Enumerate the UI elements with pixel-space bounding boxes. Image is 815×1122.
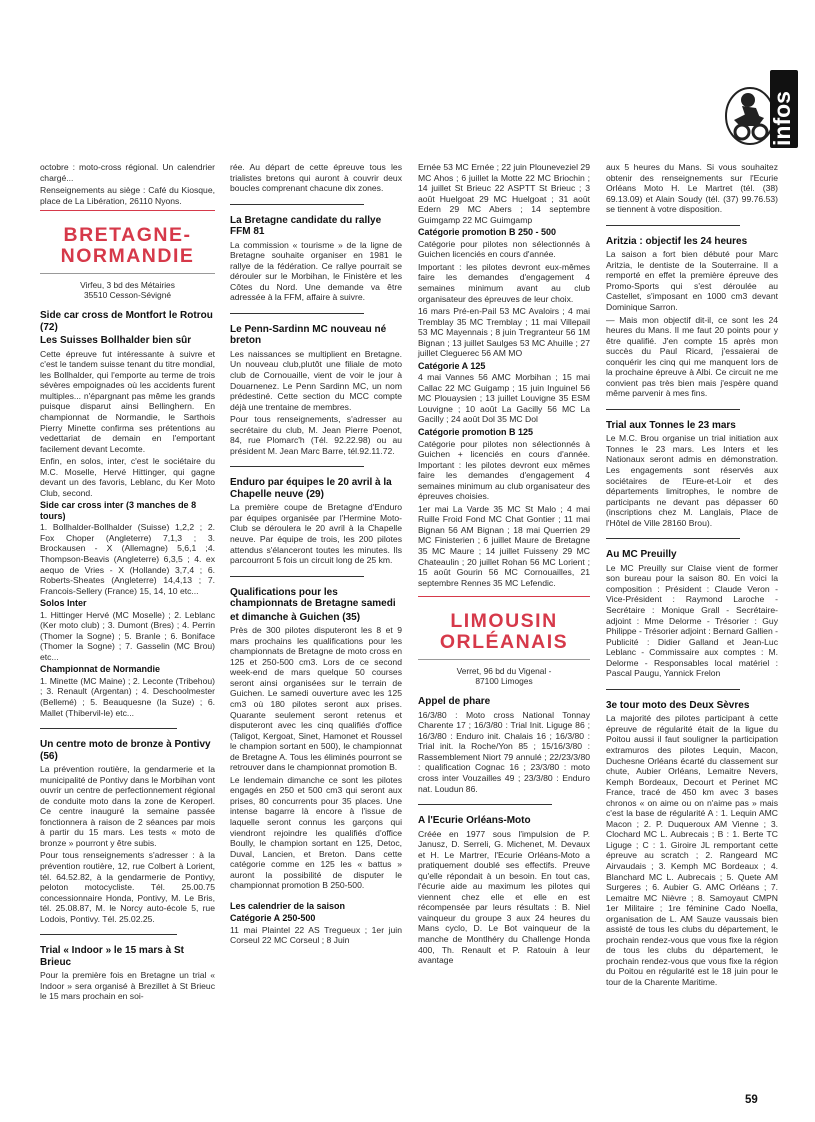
- region-address: Verret, 96 bd du Vigenal - 87100 Limoges: [418, 659, 590, 686]
- article-body: Créée en 1977 sous l'impulsion de P. Janusz, D. Serreli, G. Michenet, M. Devaux et H. Le Martrer, l'Ecurie Orléans-Moto a pratiquement doublé ses effectifs. Preuve qu'elle répondait à un besoin. En tout cas, l'écurie aide au maximum les pilotes qui viennent chez elle et elle en est récompensée par leurs résultats : B. Niel vainqueur du groupe 3 aux 24 heures du Mans cyclo, D. Le Bot vainqueur de la manche de Montlhéry du Challenge Honda 400, Th. Renault et P. Ratouin à leur avantage: [418, 828, 590, 966]
- article-title: et dimanche à Guichen (35): [230, 611, 361, 623]
- article-body: 16 mars Pré-en-Pail 53 MC Avaloirs ; 4 mai Tremblay 35 MC Tremblay ; 11 mai Villepail 53 MC Mayennais ; 8 juin Tregranteur 56 1M Bignan ; 13 juillet Saulges 53 MC Ahuille ; 27 juillet Cleguerec 56 AM MO: [418, 306, 590, 359]
- article-body: Cette épreuve fut intéressante à suivre et c'est le tandem suisse tenant du titre mondial, les Bollhalder, qui l'emporte au terme de trois sévères empoignades où les accidents furent multiples... n'épargnant pas même les grands puisque disparut ainsi Bellinghern. En championnat de Normandie, le Sarthois Pierry Minette confirma ses prétentions au vedettariat de demain en l'emportant facilement devant Lecomte.: [40, 348, 215, 454]
- article-title: Trial « Indoor » le 15 mars à St Brieuc: [40, 945, 184, 968]
- region-title-bretagne: BRETAGNE- NORMANDIE: [60, 224, 195, 268]
- results-heading: Les calendrier de la saison: [230, 900, 346, 911]
- article-body: Pour tous renseignements s'adresser : à la prévention routière, 12, rue Colbert à Lorient, tél. 64.52.82, à la gendarmerie de Pontivy, peloton motocycliste. Tél. 25.00.75 concessionnaire Honda, Pontivy, M. Le Bris, tél. 25.08.87, M. le Norcy auto-école 5, rue Lodois, Pontivy. Tél. 25.02.25.: [40, 850, 215, 924]
- article-subtitle: Les Suisses Bollhalder bien sûr: [40, 335, 192, 347]
- region-title-limousin: LIMOUSIN ORLÉANAIS: [439, 610, 569, 654]
- article-body: La majorité des pilotes participant à cette épreuve de régularité était de la ligue du Poitou aussi il faut souligner la participation extramuros des pilotes Lequin, Macon, Duchesne Orléans écarté du classement sur chute, Aubier Orléans, Lemaitre Nevers, Kemph Bordeaux, Decourt et Perinet MC France, tracé de 450 km avec 3 bases chronos « on aime ou on n'aime pas » mais c'est la base de régularité A : 1. Lequin AMC Macon ; 2. P. Duqueroux AM Vienne ; 3. Clochard MC L. Aubrecais ; B : 1. Berte TC Liguge ; C : 1. Giroire JL remportant cette épreuve au scratch ; 2. Rangeard MC Airvaudais ; 3. Kemph MC Bordeaux ; 4. Blanchard MC L. Aubrecais ; 5. Quete AM Surgeres ; 6. Aubier G. AMC Orléans ; 7. Lemaitre MC Nièvre ; 8. Samoyaut CMPN 1er Militaire ; 1re féminine Cado Noella, organisation de L. AM Sauze vaussais bien assisté de tous les clubs du département, le prochain rendez-vous que vous fixe la région de tous les clubs du département, le prochain rendez-vous que vous fixe la région du Poitou en régularité est le 18 juin pour le tour de la Charente Maritime.: [606, 713, 778, 987]
- results-heading: Catégorie A 125: [418, 360, 486, 371]
- article-title: Au MC Preuilly: [606, 549, 677, 561]
- article-body: La commission « tourisme » de la ligne de Bretagne souhaite organiser en 1981 le rallye de la fédération. Ce rallye pourrait se dérouler sur le Morbihan, le Finistère et les Côtes du Nord. Une demande va être adressée à la FFM, affaire à suivre.: [230, 239, 402, 303]
- article-body: 16/3/80 : Moto cross National Tonnay Charente 17 ; 16/3/80 : Trial Init. Liguge 86 ; 16/3/80 : Enduro init. Chalais 16 ; 16/3/80 : Trial init. la Roche/Yon 85 ; 15/16/3/80 : Rassemblement Niort 79 annulé ; 22/23/3/80 : qualification Cognac 16 ; 23/3/80 : moto cross inter Vouzailles 49 ; 23/3/80 : Enduro nat. Loudun 86.: [418, 709, 590, 794]
- results-text: 1. Hittinger Hervé (MC Moselle) ; 2. Leblanc (Ker moto club) ; 3. Dumont (Bres) ; 4. Perrin (Thomer la Sogne) ; 5. Branle ; 6. Boniface (Thomer la Sogne) ; 7. Gasselin (MC Brou) etc...: [40, 609, 215, 662]
- article-title: Qualifications pour les championnats de Bretagne samedi: [230, 586, 396, 610]
- logo-text: infos: [769, 91, 795, 146]
- article-title: Appel de phare: [418, 696, 491, 708]
- article-body: Le M.C. Brou organise un trial initiation aux Tonnes le 23 mars. Les Inters et les Nationaux seront admis en démonstration. Les engagements sont réservés aux sociétaires de l'Eure-et-Loir et des départements limitrophes, le nombre de participants ne devant pas dépasser 60 (inscriptions chez M. Langlais, Place de l'Hôtel de Ville 28160 Brou).: [606, 433, 778, 528]
- article-body: Près de 300 pilotes disputeront les 8 et 9 mars prochains les qualifications pour les championnats de Bretagne de moto cross en 125 et 250-500 cm3. Lors de ce second week-end de mars quelque 50 courses seront ainsi organisées sur le terrain de Guichen. Le samedi ouverture avec les 125 cm3 où 180 pilotes seront aux prises. Quarante seulement seront retenus et disputeront avec les cinq qualifiés d'office (Taligot, Kergoat, Sinet, Hamonet et Roussel le champion sortant en 500), le championnat de Bretagne A. Tous les éliminés pourront se retrouver dans le championnat promotion B.: [230, 625, 402, 773]
- article-body: 4 mai Vannes 56 AMC Morbihan ; 15 mai Callac 22 MC Guigamp ; 15 juin Inguinel 56 MC Plouaysien ; 13 juillet Louvigne 35 ESM Louvigne ; 10 août La Gacilly 56 MC La Gacilly ; 24 août Dol 35 MC Dol: [418, 372, 590, 425]
- article-body: 1er mai La Varde 35 MC St Malo ; 4 mai Ruille Froid Fond MC Chat Gontier ; 11 mai Bignan 56 AM Bignan ; 18 mai Querrien 29 MC Finisterien ; 6 juillet Maure de Bretagne 35 MC Maure ; 14 juillet Fuisseny 29 MC Chateaulin ; 20 juillet Rohan 56 MC Lorient ; 15 août Gourin 56 MC Cornouailles, 21 septembre Rennes 35 MC Lefendic.: [418, 503, 590, 588]
- column-2: [230, 162, 402, 948]
- article-body: Catégorie pour pilotes non sélectionnés à Guichen licenciés en cours d'année.: [418, 238, 590, 260]
- article-title: Le Penn-Sardinn MC nouveau né breton: [230, 323, 387, 347]
- article-body: La prévention routière, la gendarmerie et la municipalité de Pontivy dans le Morbihan vont ouvrir un centre de perfectionnement régional de conduite moto dans la zone de Keroperl. Ce centre inauguré la semaine passée fonctionnera à raison de 2 séances par mois à partir du 15 mars. Les tests « moto de bronze » pourront y être subis.: [40, 764, 215, 848]
- article-body: — Mais mon objectif dit-il, ce sont les 24 heures du Mans. Il me faut 20 points pour y être qualifié. J'en compte 15 après mon succès du Paul Ricard, j'essaierai de conquérir les cinq qui me manquent lors de la prochaine épreuve à Albi. Ce circuit ne me convient pas très bien mais j'espère quand même parvenir à mes fins.: [606, 314, 778, 399]
- article-title: Trial aux Tonnes le 23 mars: [606, 419, 736, 431]
- article-title: 3e tour moto des Deux Sèvres: [606, 699, 750, 711]
- results-text: 1. Bollhalder-Bollhalder (Suisse) 1,2,2 ; 2. Fox Choper (Angleterre) 7,1,3 ; 3. Brockausen - X (Allemagne) 5,6,1 ;4. Thompson-Beavis (Angleterre) 6,3,5 ; 4. ex aequo de Vries - X (Hollande) 3,7,4 ; 6. Roberts-Sheates (Angleterre) 14,4,13 ; 7. Francois-Sellery (France) 15, 14, 10 etc...: [40, 522, 215, 596]
- intro-text: Renseignements au siège : Café du Kiosque, place de La Libération, 26110 Nyons.: [40, 185, 215, 206]
- column-1: [40, 162, 215, 1004]
- article-body: Le lendemain dimanche ce sont les pilotes engagés en 250 et 500 cm3 qui seront aux prises, 80 concurrents pour 35 places. Une intense bagarre là encore à l'issue de laquelle seront connus les garçons qui viendront rejoindre les qualifiés d'office Boully, le champion sortant en 125, Detoc, Duval, Lancien, et Breton. Dans cette catégorie comme en 125 les « battus » auront la possibilité de disputer le championnat promotion B 250-500.: [230, 774, 402, 891]
- article-body: Important : les pilotes devront eux-mêmes faire les demandes d'engagement 4 semaines minimum avant au club organisateur des épreuves de leur choix.: [418, 261, 590, 304]
- region-address: Virfeu, 3 bd des Métairies 35510 Cesson-Sévigné: [40, 273, 215, 300]
- results-heading: Catégorie promotion B 125: [418, 427, 534, 438]
- article-title: Enduro par équipes le 20 avril à la Chapelle neuve (29): [230, 477, 392, 500]
- article-title: La Bretagne candidate du rallye FFM 81: [230, 214, 382, 238]
- article-body: Catégorie pour pilotes non sélectionnés à Guichen + licenciés en cours d'année. Important : les pilotes devront eux mêmes faire les demandes d'engagement 4 semaines minimum au club organisateur des épreuves choisies.: [418, 438, 590, 502]
- article-title: A l'Ecurie Orléans-Moto: [418, 815, 531, 827]
- article-title: Aritzia : objectif les 24 heures: [606, 235, 748, 247]
- results-heading: Championnat de Normandie: [40, 664, 161, 675]
- infos-logo: [720, 68, 800, 150]
- intro-text: aux 5 heures du Mans. Si vous souhaitez obtenir des renseignements sur l'Ecurie Orléans Moto H. Le Martret (tél. (38) 69.13.09) et Alain Soudy (tél. (37) 99.76.53) se tiennent à votre disposition.: [606, 162, 778, 215]
- region-rule: [418, 596, 590, 597]
- article-title: Un centre moto de bronze à Pontivy (56): [40, 739, 211, 762]
- results-heading: Solos Inter: [40, 598, 87, 609]
- results-heading: Catégorie promotion B 250 - 500: [418, 227, 557, 238]
- article-body: 11 mai Plaintel 22 AS Tregueux ; 1er juin Corseul 22 MC Corseul ; 8 Juin: [230, 924, 402, 946]
- region-rule: [40, 210, 215, 211]
- results-text: 1. Minette (MC Maine) ; 2. Leconte (Tribehou) ; 3. Renault (Argentan) ; 4. Deschoolmester (Bellemé) ; 5. Beauquesne (la Suze) ; 6. Mallet (Thibervil-le) etc...: [40, 675, 215, 718]
- article-body: Enfin, en solos, inter, c'est le sociétaire du M.C. Moselle, Hervé Hittinger, qui gagne devant un des favoris, Leblanc, du Ker Moto Club, second.: [40, 456, 215, 498]
- article-body: Les naissances se multiplient en Bretagne. Un nouveau club,plutôt une filiale de moto club de Cornouaille, vient de voir le jour à Douarnenez. Le Penn Sardinn MC, un nom prédestiné. Cette section du MCC compte déjà une trentaine de membres.: [230, 348, 402, 412]
- article-body: La saison a fort bien débuté pour Marc Aritzia, le dentiste de la Souterraine. Il a remporté en effet la première épreuve des Promo-Sports qui s'est déroulée au Castellet, s'imposant en 1000 cm3 devant Dominique Sarron.: [606, 249, 778, 312]
- intro-text: Ernée 53 MC Ernée ; 22 juin Plouneveziel 29 MC Ahos ; 6 juillet la Motte 22 MC Briochin ; 14 juillet St Brieuc 22 ASPTT St Brieuc ; 3 août Huelgoat 29 MC Huelgoat ; 31 août Edern 29 MC Abers ; 14 septembre Guimgamp 22 MC Guimgamp: [418, 162, 590, 225]
- intro-text: octobre : moto-cross régional. Un calendrier chargé...: [40, 162, 215, 183]
- results-heading: Side car cross inter (3 manches de 8 tours): [40, 500, 197, 521]
- intro-text: rée. Au départ de cette épreuve tous les trialistes bretons qui auront à couvrir deux boucles comprenant chacune dix zones.: [230, 162, 402, 194]
- article-body: Le MC Preuilly sur Claise vient de former son bureau pour la saison 80. En voici la composition : Président : Claude Veron - Vice-Président : Raymond Laroche - Secrétaire : Monique Grall - Secrétaire-adjoint : Mme Delorme - Trésorier : Guy Philippe - Trésorier adjoint : Bernard Gallien - Publicité : Didier Galland et Jean-Luc Leblanc - Commissaire aux comptes : M. Delorme - Responsables local matériel : Pascal Paugu, Yannick Frelon: [606, 562, 778, 679]
- article-body: La première coupe de Bretagne d'Enduro par équipes organisée par l'Hermine Moto-Club se déroulera le 20 avril à la Chapelle neuve. Par équipe de trois, les 200 pilotes attendus s'élanceront toutes les minutes. Ils parcourront 5 fois un circuit long de 25 km.: [230, 502, 402, 566]
- page-number: 59: [745, 1094, 758, 1106]
- article-body: Pour la première fois en Bretagne un trial « Indoor » sera organisé à Brezillet à St Brieuc le 15 mars prochain en soi-: [40, 970, 215, 1002]
- results-heading: Catégorie A 250-500: [230, 913, 316, 924]
- article-body: Pour tous renseignements, s'adresser au secrétaire du club, M. Jean Pierre Poenot, 84, rue Plomarc'h (Tél. 92.22.98) ou au président M. Jean Marc Barre, tél.92.11.72.: [230, 414, 402, 456]
- column-4: [606, 162, 778, 990]
- column-3: [418, 162, 590, 968]
- article-title: Side car cross de Montfort le Rotrou (72): [40, 310, 213, 333]
